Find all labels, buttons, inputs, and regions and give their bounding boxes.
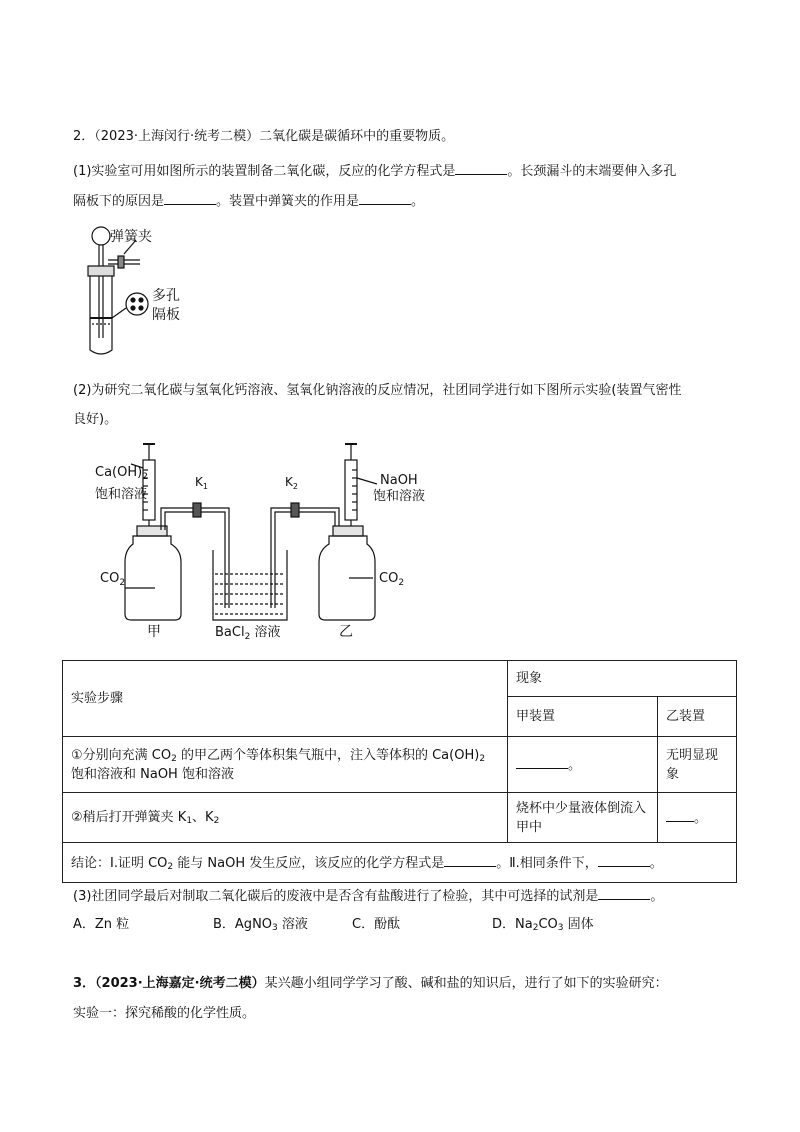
q2-part2-line2 xyxy=(73,410,117,430)
funnel-bulb xyxy=(92,227,110,245)
label-caoh2: $Ca(OH)_2$ xyxy=(95,465,148,482)
plate-magnified xyxy=(126,293,148,315)
label-bacl2: BaCl$_2$ 溶液 xyxy=(215,625,281,642)
label-co2-right: $CO_2$ xyxy=(379,571,405,588)
cell-step2-yi: 。 xyxy=(658,793,737,843)
q2-topic: 二氧化碳是碳循环中的重要物质。 xyxy=(259,129,455,144)
bottle-left-jia xyxy=(125,536,181,620)
answer-blank-conclusion-equation[interactable] xyxy=(444,852,496,867)
q2-part2-text: 良好)。 xyxy=(73,412,118,427)
header-phenomenon: 现象 xyxy=(508,661,737,697)
q2-part1-text: 。长颈漏斗的末端要伸入多孔 xyxy=(507,164,677,179)
label-k2: $K_2$ xyxy=(285,475,298,491)
answer-blank-equation[interactable] xyxy=(455,160,507,175)
option-c[interactable]: C．酚酞 xyxy=(352,917,401,932)
q2-part3-text: 。 xyxy=(650,889,664,904)
answer-blank-reagent[interactable] xyxy=(598,885,650,900)
option-b[interactable]: B．AgNO$_3$ 溶液 xyxy=(213,917,308,933)
label-k1: $K_1$ xyxy=(195,475,208,491)
stopper-left xyxy=(137,526,167,536)
plate-pointer xyxy=(112,308,126,318)
test-tube xyxy=(90,272,112,354)
label-porous-2: 隔板 xyxy=(152,307,180,323)
figure-co2-absorption xyxy=(95,438,435,643)
tube-left xyxy=(161,508,229,608)
table-row-conclusion: 结论：Ⅰ.证明 $CO_2$ 能与 NaOH 发生反应，该反应的化学方程式是 。Ⅱ.相同条件下， 。 xyxy=(63,843,737,883)
syringe-right xyxy=(345,460,357,520)
table-row-step1: ①分别向充满 $CO_2$ 的甲乙两个等体积集气瓶中，注入等体积的 $Ca(OH)_2$ 饱和溶液和 NaOH 饱和溶液 xyxy=(63,737,508,793)
header-jia: 甲装置 xyxy=(508,697,658,737)
q3-source: （2023·上海嘉定·统考二模） xyxy=(95,976,265,991)
cell-step1-jia: 。 xyxy=(508,737,658,793)
answer-blank-clip-function[interactable] xyxy=(359,190,411,205)
cell-step1-yi: 无明显现象 xyxy=(658,737,737,793)
label-saturated-left: 饱和溶液 xyxy=(95,487,148,502)
answer-blank-step1-jia[interactable] xyxy=(516,754,568,769)
cell-step2-jia: 烧杯中少量液体倒流入甲中 xyxy=(508,793,658,843)
clip-k2 xyxy=(291,503,299,517)
q2-part3-text: (3)社团同学最后对制取二氧化碳后的废液中是否含有盐酸进行了检验，其中可选择的试剂是 xyxy=(73,889,599,904)
label-naoh: NaOH xyxy=(380,473,418,488)
answer-blank-conclusion-2[interactable] xyxy=(598,852,650,867)
answer-blank-step2-yi[interactable] xyxy=(666,807,694,822)
q2-part1-text: 。 xyxy=(411,194,425,209)
stopper xyxy=(88,266,114,276)
q2-part1-text: (1)实验室可用如图所示的装置制备二氧化碳，反应的化学方程式是 xyxy=(73,164,456,179)
spring-clip xyxy=(118,256,124,268)
option-d[interactable]: D．$Na_2CO_3$ 固体 xyxy=(492,917,594,933)
label-co2-left: $CO_2$ xyxy=(100,571,126,588)
q2-part3 xyxy=(73,885,663,907)
label-spring-clip: 弹簧夹 xyxy=(110,229,152,245)
stopper-right xyxy=(333,526,363,536)
tube-right xyxy=(271,508,339,608)
q2-part1-line2 xyxy=(73,190,424,212)
label-jia: 甲 xyxy=(147,624,161,640)
q2-part2-text: (2)为研究二氧化碳与氢氧化钙溶液、氢氧化钠溶液的反应情况，社团同学进行如下图所示实验(装置气密性 xyxy=(73,383,682,398)
table-row-step2: ②稍后打开弹簧夹 $K_1$、$K_2$ xyxy=(63,793,508,843)
q3-number: 3． xyxy=(73,976,96,991)
option-a[interactable]: A．Zn 粒 xyxy=(73,917,130,932)
answer-blank-reason[interactable] xyxy=(164,190,216,205)
q2-part1-line1 xyxy=(73,160,676,182)
clip-k1 xyxy=(193,503,201,517)
q2-part1-text: 。装置中弹簧夹的作用是 xyxy=(216,194,360,209)
beaker xyxy=(213,550,287,620)
q3-experiment1 xyxy=(73,1004,255,1024)
q3-experiment1-text: 实验一：探究稀酸的化学性质。 xyxy=(73,1006,256,1021)
q2-part1-text: 隔板下的原因是 xyxy=(73,194,165,209)
label-yi: 乙 xyxy=(339,624,353,640)
label-porous-1: 多孔 xyxy=(152,288,180,304)
header-yi: 乙装置 xyxy=(658,697,737,737)
q3-topic: 某兴趣小组同学学习了酸、碱和盐的知识后，进行了如下的实验研究： xyxy=(264,976,668,991)
q2-number: 2． xyxy=(73,129,95,144)
figure-co2-generator xyxy=(80,220,200,360)
q2-part2-line1 xyxy=(73,381,682,401)
q3-header xyxy=(73,974,668,994)
experiment-table xyxy=(62,660,737,883)
header-steps: 实验步骤 xyxy=(63,661,508,737)
label-saturated-right: 饱和溶液 xyxy=(373,489,426,504)
q2-source: （2023·上海闵行·统考二模） xyxy=(94,129,260,144)
q2-header xyxy=(73,127,454,147)
